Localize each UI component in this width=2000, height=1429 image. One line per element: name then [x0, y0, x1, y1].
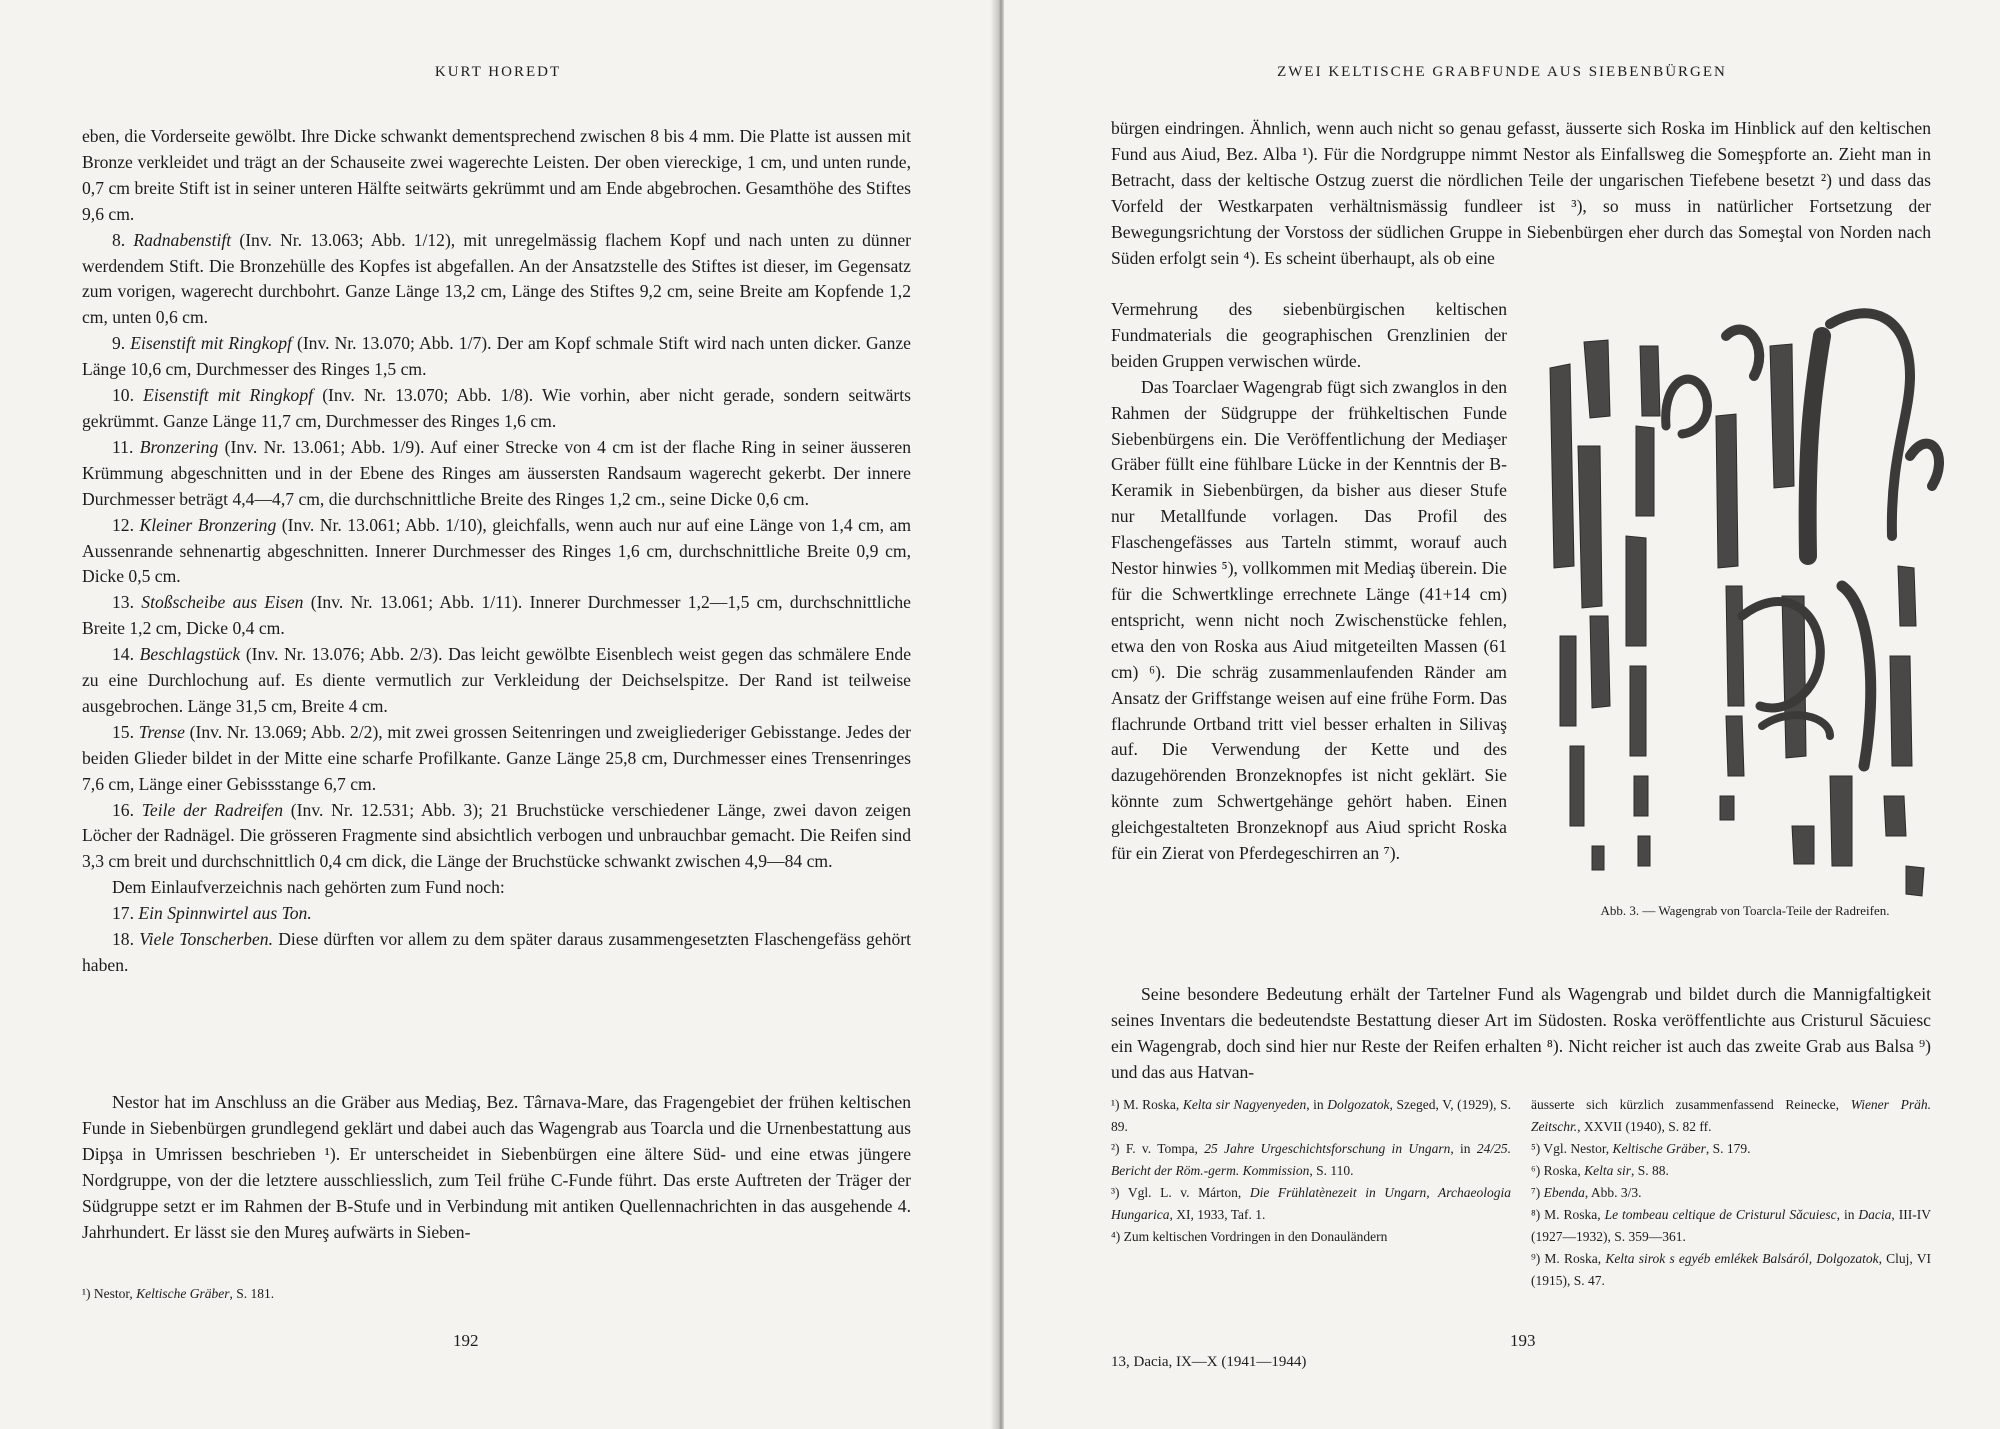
- text-run: bürgen eindringen. Ähnlich, wenn auch nicht so genau gefasst, äusserte sich Roska im Hinblick auf den keltischen Fund aus Aiud, Bez. Alba ¹). Für die Nordgruppe nimmt Nestor als Einfallsweg die Someşpforte an. Zieht man in Betracht, dass der keltische Ostzug zuerst die nördlichen Teile der ungarischen Tiefebene besetzt ²) und dass das Vorfeld der Westkarpaten verhältnismässig fundleer ist ³), so muss in natürlicher Fortsetzung der Bewegungsrichtung der Vorstoss der südlichen Gruppe in Siebenbürgen eher durch das Someştal von Norden nach Süden erfolgt sein ⁴). Es scheint überhaupt, als ob eine: [1111, 118, 1931, 268]
- text-run: Vermehrung des siebenbürgischen keltischen Fundmaterials die geographischen Grenzlinien der beiden Gruppen verwischen würde.: [1111, 299, 1507, 371]
- italic-text: Radnabenstift: [133, 229, 232, 250]
- italic-text: Stoßscheibe aus Eisen: [141, 592, 304, 613]
- figure-abb-3: [1530, 306, 1960, 946]
- signature-line: 13, Dacia, IX—X (1941—1944): [1111, 1354, 1307, 1370]
- italic-text: Dolgozatok: [1327, 1097, 1390, 1112]
- text-run: ⁴) Zum keltischen Vordringen in den Donauländern: [1111, 1229, 1388, 1244]
- text-run: 13.: [112, 592, 142, 613]
- italic-text: Dacia: [1858, 1207, 1892, 1222]
- paragraph: [82, 1090, 911, 1245]
- italic-text: Eisenstift mit Ringkopf: [143, 385, 314, 406]
- paragraph: [1111, 297, 1507, 375]
- text-run: ⁶) Roska,: [1531, 1163, 1585, 1178]
- italic-text: Viele Tonscherben.: [139, 929, 273, 950]
- text-run: , Cluj, VI (1915), S. 47.: [1531, 1251, 1931, 1288]
- text-run: , Abb. 3/3.: [1584, 1185, 1642, 1200]
- paragraph: [82, 383, 911, 435]
- text-run: äusserte sich kürzlich zusammenfassend Reinecke,: [1531, 1097, 1851, 1112]
- paragraph: [82, 901, 911, 927]
- italic-text: Beschlagstück: [139, 644, 241, 665]
- text-run: , XXVII (1940), S. 82 ff.: [1577, 1119, 1712, 1134]
- footnote-text: [1531, 1160, 1931, 1182]
- text-run: Das Toarclaer Wagengrab fügt sich zwanglos in den Rahmen der Südgruppe der frühkeltischen Funde Siebenbürgens ein. Die Veröffentlichung der Mediaşer Gräber füllt eine fühlbare Lücke in der Kenntnis der B-Keramik in Siebenbürgen, da bisher aus dieser Stufe nur Metallfunde vorlagen. Das Profil des Flaschengefässes aus Tarteln stimmt, worauf auch Nestor hinwies ⁵), vollkommen mit Mediaş überein. Die für die Schwertklinge errechnete Länge (41+14 cm) entspricht, wenn nicht noch Zwischenstücke fehlen, etwa den von Roska aus Aiud mitgeteilten Massen (61 cm) ⁶). Die schräg zusammenlaufenden Ränder am Ansatz der Griffstange weisen auf eine frühe Form. Das flachrunde Ortband tritt viel besser erhalten in Silivaş auf. Die Verwendung der Kette und des dazugehörenden Bronzeknopfes ist nicht geklärt. Sie könnte zum Schwertgehänge gehört haben. Einen gleichgestalteten Bronzeknopf aus Aiud spricht Roska für ein Zierat von Pferdegeschirren an ⁷).: [1111, 376, 1507, 864]
- text-run: Diese dürften vor allem zu dem später daraus zusammengesetzten Flaschengefäss gehört haben.: [82, 929, 911, 975]
- footnote-text: [1531, 1182, 1931, 1204]
- paragraph: [1111, 982, 1931, 1086]
- text-run: Nestor hat im Anschluss an die Gräber aus Mediaş, Bez. Târnava-Mare, das Fragengebiet der frühen keltischen Funde in Siebenbürgen grundlegend geklärt und dabei auch das Wagengrab aus Toarcla und die Urnenbestattung aus Dipşa in Umrissen beschrieben ¹). Er unterscheidet in Siebenbürgen eine ältere Süd- und eine etwas jüngere Nordgruppe, von der die letztere ausschliesslich, zum Teil frühe C-Funde führt. Das erste Auftreten der Träger der Südgruppe setzt er im Rahmen der B-Stufe und in Verbindung mit antiken Quellennachrichten in das ausgehende 4. Jahrhundert. Er lässt sie den Mureş aufwärts in Sieben-: [82, 1092, 911, 1242]
- text-run: , S. 110.: [1309, 1163, 1354, 1178]
- text-run: 16.: [112, 799, 142, 820]
- text-run: ³) Vgl. L. v. Márton,: [1111, 1185, 1250, 1200]
- text-run: ⁷): [1531, 1185, 1544, 1200]
- figure-caption: Abb. 3. — Wagengrab von Toarcla-Teile der Radreifen.: [1600, 903, 1890, 918]
- italic-text: Keltische Gräber: [136, 1286, 230, 1301]
- right-page: [1004, 0, 2000, 1429]
- text-run: , Szeged, V, (1929), S. 89.: [1111, 1097, 1512, 1134]
- paragraph: [82, 720, 911, 798]
- page-number: 193: [1510, 1331, 1536, 1350]
- text-run: ⁵) Vgl. Nestor,: [1531, 1141, 1613, 1156]
- italic-text: Trense: [138, 721, 185, 742]
- text-run: 18.: [112, 929, 140, 950]
- right-body-text-top: [1111, 116, 1931, 271]
- text-run: (Inv. Nr. 13.061; Abb. 1/9). Auf einer Strecke von 4 cm ist der flache Ring in seiner äusseren Krümmung abgeschnitten und in der Ebene des Ringes am äussersten Randsaum wagerecht gekerbt. Der innere Durchmesser beträgt 4,4—4,7 cm, die durchschnittliche Breite des Ringes 1,2 cm., seine Dicke 0,6 cm.: [82, 436, 911, 509]
- italic-text: Kelta sir: [1584, 1163, 1631, 1178]
- footnote-text: [1531, 1204, 1931, 1248]
- text-run: ⁹) M. Roska,: [1531, 1251, 1606, 1266]
- text-run: 10.: [112, 385, 144, 406]
- footnotes-left-column: [1111, 1094, 1511, 1248]
- text-run: 15.: [112, 721, 139, 742]
- paragraph: [82, 331, 911, 383]
- italic-text: Le tombeau celtique de Cristurul Săcuiesc: [1604, 1207, 1837, 1222]
- footnote-text: [1531, 1248, 1931, 1292]
- paragraph: [82, 513, 911, 591]
- right-body-text-bottom: [1111, 982, 1931, 1086]
- text-run: eben, die Vorderseite gewölbt. Ihre Dicke schwankt dementsprechend zwischen 8 bis 4 mm. Die Platte ist aussen mit Bronze verkleidet und trägt an der Schauseite zwei wagerechte Leisten. Der oben viereckige, 1 cm, und unten runde, 0,7 cm breite Stift ist in seiner unteren Hälfte seitwärts gekrümmt und am Ende abgebrochen. Gesamthöhe des Stiftes 9,6 cm.: [82, 126, 911, 224]
- running-head: ZWEI KELTISCHE GRABFUNDE AUS SIEBENBÜRGEN: [1277, 64, 1727, 80]
- text-run: 12.: [112, 514, 140, 535]
- text-run: (Inv. Nr. 13.076; Abb. 2/3). Das leicht gewölbte Eisenblech weist gegen das schmälere Ende zu eine Durchlochung auf. Es diente vermutlich zur Verkleidung der Deichselspitze. Der Rand ist teilweise ausgebrochen. Länge 31,5 cm, Breite 4 cm.: [82, 644, 911, 716]
- paragraph: [82, 435, 911, 513]
- text-run: 11.: [112, 436, 140, 457]
- footnote-text: [82, 1283, 682, 1305]
- paragraph: [82, 927, 911, 979]
- text-run: Dem Einlaufverzeichnis nach gehörten zum Fund noch:: [112, 877, 505, 898]
- italic-text: Kelta sirok s egyéb emlékek Balsáról, Dolgozatok: [1605, 1251, 1879, 1266]
- text-run: , in: [1836, 1207, 1859, 1222]
- text-run: ²) F. v. Tompa,: [1111, 1141, 1205, 1156]
- italic-text: 25 Jahre Urgeschichtsforschung in Ungarn: [1204, 1141, 1451, 1156]
- italic-text: Eisenstift mit Ringkopf: [130, 333, 292, 354]
- footnote-text: [1111, 1094, 1511, 1138]
- italic-text: Teile der Radreifen: [141, 799, 284, 820]
- italic-text: Kleiner Bronzering: [139, 514, 277, 535]
- text-run: Seine besondere Bedeutung erhält der Tartelner Fund als Wagengrab und bildet durch die Mannigfaltigkeit seines Inventars die bedeutendste Bestattung dieser Art im Südosten. Roska veröffentlichte aus Cristurul Săcuiesc ein Wagengrab, doch sind hier nur Reste der Reifen erhalten ⁸). Nicht reicher ist auch das zweite Grab aus Balsa ⁹) und das aus Hatvan-: [1111, 984, 1931, 1082]
- text-run: , S. 179.: [1705, 1141, 1751, 1156]
- paragraph: [82, 642, 911, 720]
- page-number: 192: [453, 1331, 479, 1350]
- text-run: , S. 181.: [229, 1286, 275, 1301]
- text-run: ⁸) M. Roska,: [1531, 1207, 1605, 1222]
- text-run: ¹) M. Roska,: [1111, 1097, 1183, 1112]
- text-run: , in: [1450, 1141, 1477, 1156]
- text-run: (Inv. Nr. 13.061; Abb. 1/11). Innerer Durchmesser 1,2—1,5 cm, durchschnittliche Breite 1,2 cm, Dicke 0,4 cm.: [82, 592, 911, 639]
- right-body-text-column: [1111, 297, 1507, 867]
- italic-text: Ebenda: [1543, 1185, 1585, 1200]
- footnote-text: [1111, 1226, 1511, 1248]
- text-run: , in: [1306, 1097, 1328, 1112]
- text-run: 17.: [112, 903, 139, 924]
- text-run: (Inv. Nr. 13.063; Abb. 1/12), mit unregelmässig flachem Kopf und nach unten zu dünner werdendem Stift. Die Bronzehülle des Kopfes ist abgefallen. An der Ansatzstelle des Stiftes ist dieser, im Gegensatz zum vorigen, wagerecht durchbohrt. Ganze Länge 13,2 cm, Länge des Stiftes 9,2 cm, seine Breite am Kopfende 1,2 cm, unten 0,6 cm.: [82, 229, 911, 328]
- footnotes-right-column: [1531, 1094, 1931, 1292]
- italic-text: Die Frühlatènezeit in Ungarn, Archaeologia Hungarica: [1111, 1185, 1511, 1222]
- italic-text: Kelta sir Nagyenyeden: [1182, 1097, 1307, 1112]
- text-run: (Inv. Nr. 13.061; Abb. 1/10), gleichfalls, wenn auch nur auf eine Länge von 1,4 cm, am Aussenrande sehnenartig abgeschnitten. Innerer Durchmesser des Ringes 1,6 cm, durchschnittliche Breite 0,9 cm, Dicke 0,5 cm.: [82, 514, 911, 587]
- paragraph: [82, 124, 911, 228]
- text-run: , III-IV (1927—1932), S. 359—361.: [1531, 1207, 1931, 1244]
- text-run: 14.: [112, 644, 140, 665]
- text-run: (Inv. Nr. 13.070; Abb. 1/7). Der am Kopf schmale Stift wird nach unten dicker. Ganze Länge 10,6 cm, Durchmesser des Ringes 1,5 cm.: [82, 333, 911, 380]
- paragraph: [1111, 375, 1507, 867]
- text-run: (Inv. Nr. 13.070; Abb. 1/8). Wie vorhin, aber nicht gerade, sondern seitwärts gekrümmt. Ganze Länge 11,7 cm, Durchmesser des Ringes 1,6 cm.: [82, 385, 911, 431]
- footnote-text: [1111, 1138, 1511, 1182]
- paragraph: [82, 875, 911, 901]
- text-run: 8.: [112, 229, 134, 250]
- text-run: 9.: [112, 333, 131, 354]
- italic-text: Bronzering: [139, 436, 219, 457]
- paragraph: [82, 228, 911, 332]
- paragraph: [82, 590, 911, 642]
- text-run: ¹) Nestor,: [82, 1286, 137, 1301]
- footnote-text: [1111, 1182, 1511, 1226]
- wheel-tire-fragments-photo: [1530, 306, 1960, 898]
- text-run: , XI, 1933, Taf. 1.: [1169, 1207, 1266, 1222]
- text-run: , S. 88.: [1630, 1163, 1669, 1178]
- footnote: [82, 1283, 682, 1305]
- left-page: [0, 0, 996, 1429]
- footnote-text: [1531, 1138, 1931, 1160]
- italic-text: Wiener Präh. Zeitschr.: [1531, 1097, 1931, 1134]
- italic-text: Ein Spinnwirtel aus Ton.: [138, 903, 312, 924]
- left-body-text-2: [82, 1090, 911, 1245]
- italic-text: 24/25. Bericht der Röm.-germ. Kommission: [1111, 1141, 1511, 1178]
- italic-text: Keltische Gräber: [1612, 1141, 1706, 1156]
- running-head: KURT HOREDT: [434, 64, 562, 80]
- paragraph: [1111, 116, 1931, 271]
- left-body-text: [82, 124, 911, 979]
- text-run: (Inv. Nr. 12.531; Abb. 3); 21 Bruchstücke verschiedener Länge, zwei davon zeigen Löcher der Radnägel. Die grösseren Fragmente sind absichtlich verbogen und unbrauchbar gemacht. Die Reifen sind 3,3 cm breit und durchschnittlich 0,4 cm dick, die Länge der Bruchstücke schwankt zwischen 4,9—84 cm.: [82, 799, 912, 872]
- paragraph: [82, 798, 911, 876]
- text-run: (Inv. Nr. 13.069; Abb. 2/2), mit zwei grossen Seitenringen und zweigliederiger Gebisstange. Jedes der beiden Glieder bildet in der Mitte eine scharfe Profilkante. Ganze Länge 25,8 cm, Durchmesser eines Trensenringes 7,6 cm, Länge einer Gebissstange 6,7 cm.: [82, 721, 911, 794]
- footnote-text: [1531, 1094, 1931, 1138]
